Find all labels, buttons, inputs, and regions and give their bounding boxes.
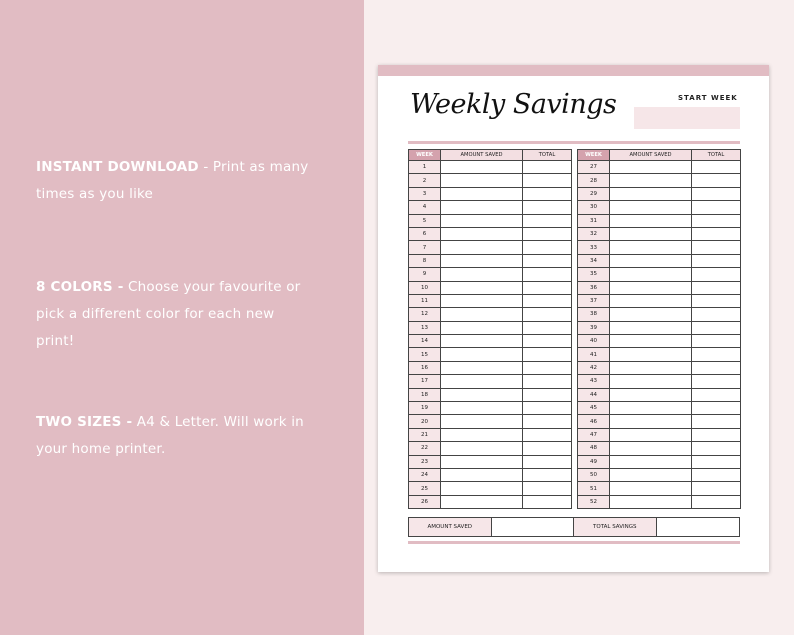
amount-saved-cell[interactable] — [610, 187, 692, 200]
amount-saved-cell[interactable] — [610, 482, 692, 495]
amount-saved-cell[interactable] — [610, 241, 692, 254]
week-number: 48 — [578, 442, 610, 455]
feature-text: - Print as many times as you like — [36, 159, 309, 202]
table-row — [578, 227, 741, 240]
total-cell[interactable] — [692, 201, 741, 214]
amount-saved-cell[interactable] — [610, 268, 692, 281]
total-cell[interactable] — [523, 468, 572, 481]
col-amount-saved: AMOUNT SAVED — [610, 150, 692, 161]
amount-saved-cell[interactable] — [610, 455, 692, 468]
table-row — [409, 468, 572, 481]
amount-saved-cell[interactable] — [610, 201, 692, 214]
feature-heading: INSTANT DOWNLOAD — [36, 159, 199, 175]
week-number: 12 — [409, 308, 441, 321]
feature-text: A4 & Letter. Will work in your home printer. — [36, 414, 304, 457]
amount-saved-cell[interactable] — [441, 468, 523, 481]
table-row — [578, 428, 741, 441]
amount-saved-cell[interactable] — [610, 348, 692, 361]
amount-saved-cell[interactable] — [441, 308, 523, 321]
total-cell[interactable] — [523, 375, 572, 388]
table-row — [409, 348, 572, 361]
week-number: 32 — [578, 227, 610, 240]
week-number: 36 — [578, 281, 610, 294]
amount-saved-cell[interactable] — [441, 335, 523, 348]
total-cell[interactable] — [523, 268, 572, 281]
week-number: 31 — [578, 214, 610, 227]
total-cell[interactable] — [523, 308, 572, 321]
table-row — [409, 201, 572, 214]
amount-saved-cell[interactable] — [441, 294, 523, 307]
amount-saved-cell[interactable] — [610, 227, 692, 240]
table-row — [409, 388, 572, 401]
week-number: 30 — [578, 201, 610, 214]
week-number: 41 — [578, 348, 610, 361]
total-cell[interactable] — [523, 348, 572, 361]
table-row — [578, 468, 741, 481]
week-number: 26 — [409, 495, 441, 508]
week-number: 45 — [578, 402, 610, 415]
week-number: 17 — [409, 375, 441, 388]
table-row — [578, 161, 741, 174]
amount-saved-cell[interactable] — [610, 402, 692, 415]
total-cell[interactable] — [692, 187, 741, 200]
week-number: 24 — [409, 468, 441, 481]
total-cell[interactable] — [692, 321, 741, 334]
amount-saved-cell[interactable] — [610, 161, 692, 174]
table-row — [409, 294, 572, 307]
week-number: 16 — [409, 361, 441, 374]
total-cell[interactable] — [523, 495, 572, 508]
table-row — [409, 227, 572, 240]
table-row — [409, 281, 572, 294]
table-row — [409, 214, 572, 227]
total-cell[interactable] — [692, 361, 741, 374]
col-week: WEEK — [578, 150, 610, 161]
amount-saved-cell[interactable] — [441, 415, 523, 428]
amount-saved-cell[interactable] — [610, 415, 692, 428]
amount-saved-cell[interactable] — [610, 321, 692, 334]
table-row — [578, 482, 741, 495]
feature-colors — [36, 274, 316, 355]
amount-saved-cell[interactable] — [610, 335, 692, 348]
start-week-label: START WEEK — [678, 94, 738, 102]
table-row — [409, 335, 572, 348]
total-cell[interactable] — [523, 174, 572, 187]
table-row — [578, 402, 741, 415]
total-savings-field[interactable] — [657, 518, 740, 536]
week-number: 38 — [578, 308, 610, 321]
amount-saved-cell[interactable] — [610, 294, 692, 307]
amount-saved-cell[interactable] — [610, 281, 692, 294]
week-number: 46 — [578, 415, 610, 428]
total-cell[interactable] — [523, 187, 572, 200]
week-number: 8 — [409, 254, 441, 267]
table-row — [578, 201, 741, 214]
week-number: 44 — [578, 388, 610, 401]
total-cell[interactable] — [523, 335, 572, 348]
table-row — [578, 361, 741, 374]
amount-saved-cell[interactable] — [441, 201, 523, 214]
week-number: 27 — [578, 161, 610, 174]
table-row — [409, 308, 572, 321]
total-cell[interactable] — [692, 402, 741, 415]
total-cell[interactable] — [692, 241, 741, 254]
total-cell[interactable] — [692, 268, 741, 281]
week-number: 19 — [409, 402, 441, 415]
total-cell[interactable] — [523, 482, 572, 495]
week-number: 43 — [578, 375, 610, 388]
table-row — [409, 321, 572, 334]
week-number: 49 — [578, 455, 610, 468]
table-row — [578, 388, 741, 401]
amount-saved-cell[interactable] — [441, 361, 523, 374]
week-number: 22 — [409, 442, 441, 455]
table-row — [409, 187, 572, 200]
amount-saved-cell[interactable] — [441, 241, 523, 254]
amount-saved-cell[interactable] — [441, 254, 523, 267]
total-cell[interactable] — [692, 161, 741, 174]
divider-top — [408, 141, 740, 144]
week-number: 11 — [409, 294, 441, 307]
planner-page — [378, 65, 769, 572]
total-cell[interactable] — [692, 388, 741, 401]
week-number: 2 — [409, 174, 441, 187]
amount-saved-cell[interactable] — [610, 214, 692, 227]
table-row — [578, 442, 741, 455]
divider-bottom — [408, 541, 740, 544]
week-number: 21 — [409, 428, 441, 441]
total-cell[interactable] — [692, 482, 741, 495]
total-cell[interactable] — [692, 442, 741, 455]
week-number: 52 — [578, 495, 610, 508]
table-row — [409, 375, 572, 388]
table-row — [578, 321, 741, 334]
amount-saved-cell[interactable] — [441, 227, 523, 240]
week-number: 39 — [578, 321, 610, 334]
week-number: 51 — [578, 482, 610, 495]
total-cell[interactable] — [523, 227, 572, 240]
total-cell[interactable] — [692, 495, 741, 508]
total-cell[interactable] — [692, 428, 741, 441]
total-cell[interactable] — [692, 348, 741, 361]
week-number: 1 — [409, 161, 441, 174]
week-number: 3 — [409, 187, 441, 200]
total-cell[interactable] — [692, 468, 741, 481]
table-row — [578, 335, 741, 348]
total-cell[interactable] — [523, 402, 572, 415]
total-cell[interactable] — [692, 415, 741, 428]
total-cell[interactable] — [523, 455, 572, 468]
table-row — [409, 361, 572, 374]
amount-saved-cell[interactable] — [441, 161, 523, 174]
week-number: 23 — [409, 455, 441, 468]
amount-saved-cell[interactable] — [441, 281, 523, 294]
left-panel — [0, 0, 364, 635]
total-cell[interactable] — [692, 375, 741, 388]
table-row — [578, 281, 741, 294]
week-number: 33 — [578, 241, 610, 254]
start-week-box[interactable] — [634, 107, 740, 129]
table-row — [578, 187, 741, 200]
feature-heading: TWO SIZES - — [36, 414, 133, 430]
top-band — [378, 65, 769, 76]
amount-saved-cell[interactable] — [610, 254, 692, 267]
week-number: 47 — [578, 428, 610, 441]
week-number: 35 — [578, 268, 610, 281]
table-row — [578, 214, 741, 227]
week-number: 18 — [409, 388, 441, 401]
total-cell[interactable] — [523, 415, 572, 428]
total-cell[interactable] — [523, 161, 572, 174]
week-number: 25 — [409, 482, 441, 495]
col-total: TOTAL — [523, 150, 572, 161]
table-row — [409, 455, 572, 468]
table-row — [409, 268, 572, 281]
week-number: 37 — [578, 294, 610, 307]
table-row — [409, 442, 572, 455]
total-cell[interactable] — [523, 388, 572, 401]
amount-saved-cell[interactable] — [441, 482, 523, 495]
table-row — [578, 254, 741, 267]
feature-heading: 8 COLORS - — [36, 279, 124, 295]
total-cell[interactable] — [523, 294, 572, 307]
amount-saved-cell[interactable] — [441, 268, 523, 281]
table-row — [578, 294, 741, 307]
week-number: 34 — [578, 254, 610, 267]
table-row — [578, 375, 741, 388]
week-number: 42 — [578, 361, 610, 374]
week-number: 13 — [409, 321, 441, 334]
amount-saved-cell[interactable] — [441, 174, 523, 187]
total-cell[interactable] — [523, 428, 572, 441]
page-title: Weekly Savings — [410, 89, 617, 120]
week-number: 9 — [409, 268, 441, 281]
total-cell[interactable] — [692, 174, 741, 187]
week-number: 15 — [409, 348, 441, 361]
total-cell[interactable] — [692, 308, 741, 321]
total-cell[interactable] — [523, 241, 572, 254]
amount-saved-cell[interactable] — [441, 187, 523, 200]
table-row — [578, 348, 741, 361]
amount-saved-cell[interactable] — [610, 308, 692, 321]
summary-row — [408, 517, 740, 537]
week-number: 20 — [409, 415, 441, 428]
amount-saved-cell[interactable] — [610, 361, 692, 374]
amount-saved-cell[interactable] — [610, 468, 692, 481]
amount-saved-field[interactable] — [492, 518, 575, 536]
table-row — [578, 455, 741, 468]
table-row — [578, 415, 741, 428]
total-cell[interactable] — [523, 201, 572, 214]
total-cell[interactable] — [692, 455, 741, 468]
amount-saved-cell[interactable] — [610, 174, 692, 187]
table-row — [409, 161, 572, 174]
weeks-table-right — [577, 149, 741, 509]
table-row — [409, 174, 572, 187]
col-amount-saved: AMOUNT SAVED — [441, 150, 523, 161]
amount-saved-cell[interactable] — [610, 375, 692, 388]
table-row — [409, 428, 572, 441]
table-row — [409, 415, 572, 428]
table-row — [409, 482, 572, 495]
table-row — [578, 174, 741, 187]
table-row — [578, 495, 741, 508]
week-number: 7 — [409, 241, 441, 254]
week-number: 5 — [409, 214, 441, 227]
total-cell[interactable] — [692, 335, 741, 348]
feature-sizes — [36, 409, 316, 463]
amount-saved-cell[interactable] — [441, 428, 523, 441]
week-number: 14 — [409, 335, 441, 348]
total-cell[interactable] — [692, 254, 741, 267]
amount-saved-cell[interactable] — [610, 495, 692, 508]
table-row — [578, 241, 741, 254]
amount-saved-cell[interactable] — [441, 321, 523, 334]
amount-saved-cell[interactable] — [441, 455, 523, 468]
weeks-table-left — [408, 149, 572, 509]
amount-saved-cell[interactable] — [610, 442, 692, 455]
week-number: 10 — [409, 281, 441, 294]
total-cell[interactable] — [692, 294, 741, 307]
amount-saved-cell[interactable] — [441, 375, 523, 388]
feature-instant-download — [36, 154, 316, 208]
total-cell[interactable] — [523, 442, 572, 455]
total-cell[interactable] — [523, 281, 572, 294]
total-cell[interactable] — [523, 214, 572, 227]
week-number: 4 — [409, 201, 441, 214]
week-number: 28 — [578, 174, 610, 187]
total-cell[interactable] — [523, 321, 572, 334]
table-row — [578, 308, 741, 321]
amount-saved-cell[interactable] — [441, 442, 523, 455]
week-number: 40 — [578, 335, 610, 348]
amount-saved-cell[interactable] — [441, 388, 523, 401]
total-cell[interactable] — [523, 254, 572, 267]
amount-saved-cell[interactable] — [610, 388, 692, 401]
week-number: 29 — [578, 187, 610, 200]
table-row — [409, 241, 572, 254]
amount-saved-cell[interactable] — [441, 348, 523, 361]
amount-saved-cell[interactable] — [441, 495, 523, 508]
week-number: 6 — [409, 227, 441, 240]
amount-saved-label: AMOUNT SAVED — [409, 518, 492, 536]
feature-text: Choose your favourite or pick a different color for each new print! — [36, 279, 301, 349]
week-number: 50 — [578, 468, 610, 481]
table-row — [578, 268, 741, 281]
amount-saved-cell[interactable] — [441, 402, 523, 415]
total-savings-label: TOTAL SAVINGS — [574, 518, 657, 536]
total-cell[interactable] — [692, 281, 741, 294]
total-cell[interactable] — [692, 214, 741, 227]
col-total: TOTAL — [692, 150, 741, 161]
total-cell[interactable] — [692, 227, 741, 240]
amount-saved-cell[interactable] — [610, 428, 692, 441]
table-row — [409, 402, 572, 415]
total-cell[interactable] — [523, 361, 572, 374]
col-week: WEEK — [409, 150, 441, 161]
table-row — [409, 254, 572, 267]
amount-saved-cell[interactable] — [441, 214, 523, 227]
table-row — [409, 495, 572, 508]
